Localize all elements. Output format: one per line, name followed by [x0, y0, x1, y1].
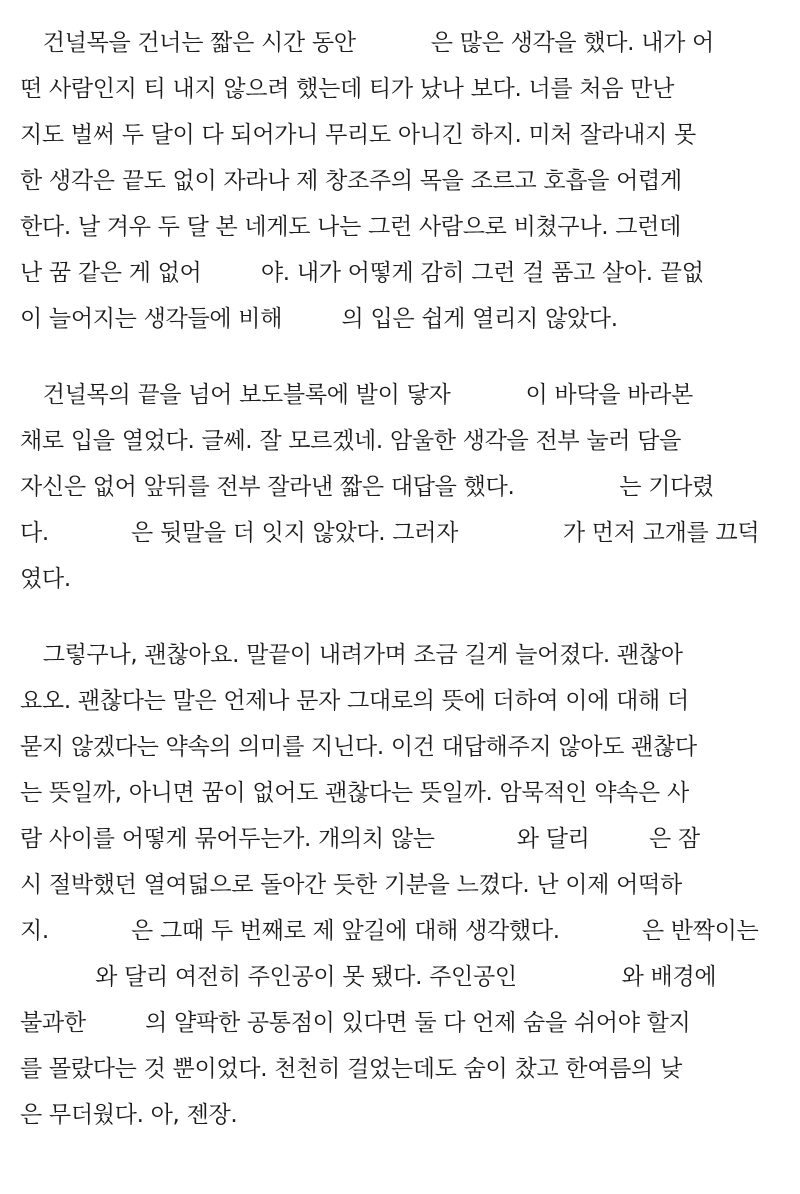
text-line: 불과한 의 얄팍한 공통점이 있다면 둘 다 언제 숨을 쉬어야 할지 — [20, 1010, 691, 1036]
text-line: 묻지 않겠다는 약속의 의미를 지닌다. 이건 대답해주지 않아도 괜찮다 — [20, 734, 697, 760]
text-line: 람 사이를 어떻게 묶어두는가. 개의치 않는 와 달리 은 잠 — [20, 826, 700, 852]
text-line: 떤 사람인지 티 내지 않으려 했는데 티가 났나 보다. 너를 처음 만난 — [20, 76, 675, 102]
text-line: 자신은 없어 앞뒤를 전부 잘라낸 짧은 대답을 했다. 는 기다렸 — [20, 474, 714, 500]
text-line: 다. 은 뒷말을 더 잇지 않았다. 그러자 가 먼저 고개를 끄덕 — [20, 520, 760, 546]
text-line: 시 절박했던 열여덟으로 돌아간 듯한 기분을 느꼈다. 난 이제 어떡하 — [20, 872, 682, 898]
paragraph-2 — [0, 372, 800, 602]
text-line: 은 무더웠다. 아, 젠장. — [20, 1102, 238, 1128]
text-line: 난 꿈 같은 게 없어 야. 내가 어떻게 감히 그런 걸 품고 살아. 끝없 — [20, 260, 704, 286]
text-line: 한다. 날 겨우 두 달 본 네게도 나는 그런 사람으로 비쳤구나. 그런데 — [20, 214, 682, 240]
text-line: 그렇구나, 괜찮아요. 말끝이 내려가며 조금 길게 늘어졌다. 괜찮아 — [20, 642, 683, 668]
text-line: 지. 은 그때 두 번째로 제 앞길에 대해 생각했다. 은 반짝이는 — [20, 918, 759, 944]
text-line: 건널목을 건너는 짧은 시간 동안 은 많은 생각을 했다. 내가 어 — [20, 30, 714, 56]
text-line: 지도 벌써 두 달이 다 되어가니 무리도 아니긴 하지. 미처 잘라내지 못 — [20, 122, 696, 148]
text-line: 채로 입을 열었다. 글쎄. 잘 모르겠네. 암울한 생각을 전부 눌러 담을 — [20, 428, 682, 454]
text-line: 를 몰랐다는 것 뿐이었다. 천천히 걸었는데도 숨이 찼고 한여름의 낮 — [20, 1056, 682, 1082]
paragraph-1 — [0, 20, 800, 342]
text-line: 한 생각은 끝도 없이 자라나 제 창조주의 목을 조르고 호흡을 어렵게 — [20, 168, 682, 194]
paragraph-3 — [0, 632, 800, 1138]
text-line: 요오. 괜찮다는 말은 언제나 문자 그대로의 뜻에 더하여 이에 대해 더 — [20, 688, 689, 714]
text-line: 와 달리 여전히 주인공이 못 됐다. 주인공인 와 배경에 — [20, 964, 717, 990]
text-line: 건널목의 끝을 넘어 보도블록에 발이 닿자 이 바닥을 바라본 — [20, 382, 693, 408]
text-line: 이 늘어지는 생각들에 비해 의 입은 쉽게 열리지 않았다. — [20, 306, 618, 332]
text-line: 였다. — [20, 566, 71, 592]
text-line: 는 뜻일까, 아니면 꿈이 없어도 괜찮다는 뜻일까. 암묵적인 약속은 사 — [20, 780, 689, 806]
